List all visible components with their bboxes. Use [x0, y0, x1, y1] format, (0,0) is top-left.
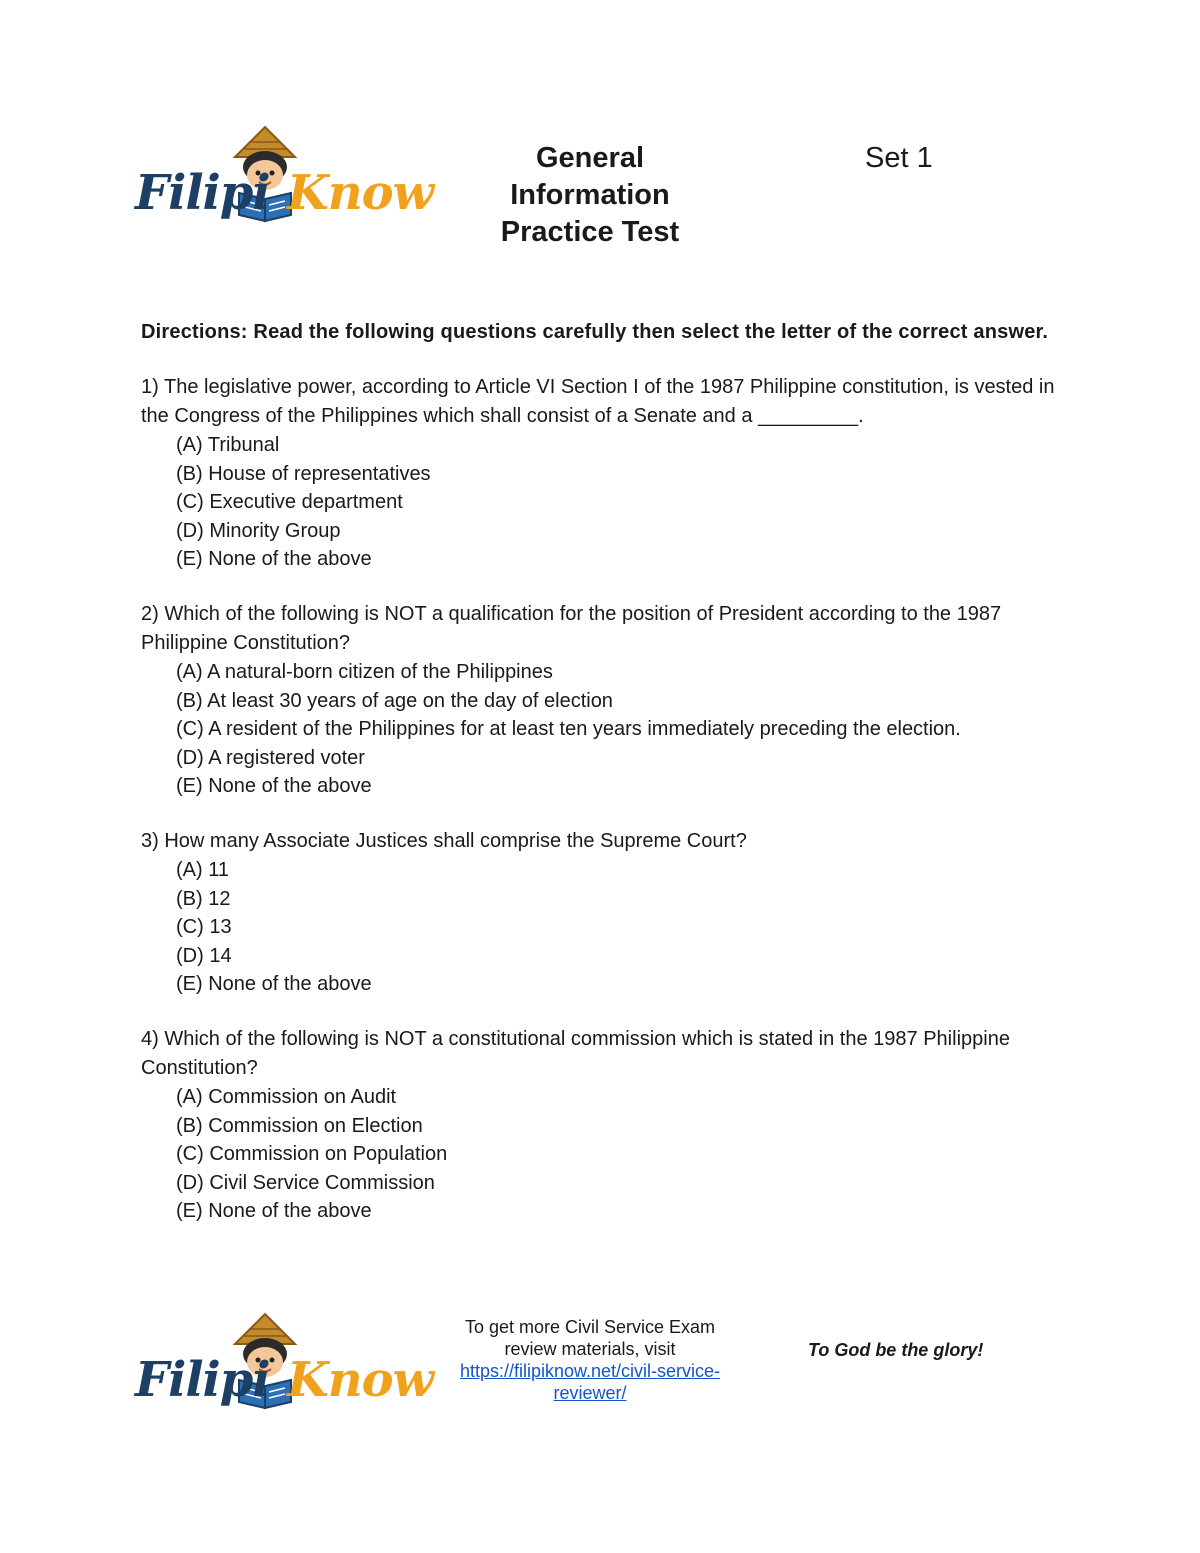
question-text: 2) Which of the following is NOT a qualification for the position of President according to the 1987 Philippine Constitution?: [141, 602, 1002, 654]
footer-promo: [430, 1316, 750, 1404]
option-b: (B) Commission on Election: [176, 1114, 423, 1137]
title-line-3: Practice Test: [500, 216, 680, 248]
option-a: (A) Tribunal: [176, 434, 280, 456]
reviewer-link-line-2: reviewer/: [553, 1383, 627, 1403]
answer-options: [141, 1083, 1071, 1226]
option-c: (C) Commission on Population: [176, 1143, 448, 1166]
option-e: (E) None of the above: [176, 1200, 372, 1223]
answer-options: [141, 658, 1071, 801]
document-title: [470, 140, 710, 251]
test-content: [141, 318, 1071, 1226]
question-1: [141, 373, 1071, 574]
option-e: (E) None of the above: [176, 548, 372, 571]
reviewer-link-line-1: https://filipiknow.net/civil-service-: [459, 1361, 721, 1381]
option-c: (C) A resident of the Philippines for at least ten years immediately preceding the election.: [176, 718, 961, 741]
title-line-1: General: [536, 142, 644, 174]
option-b: (B) At least 30 years of age on the day of election: [176, 689, 613, 712]
filipiknow-logo-bottom: [135, 1312, 433, 1422]
footer-line-1: To get more Civil Service Exam: [464, 1317, 716, 1337]
option-e: (E) None of the above: [176, 973, 372, 996]
option-d: (D) Civil Service Commission: [176, 1171, 435, 1194]
title-line-2: Information: [510, 179, 670, 211]
footer-motto: To God be the glory!: [808, 1340, 984, 1360]
option-b: (B) 12: [176, 887, 231, 910]
logo-word-filipi: Filipi: [135, 165, 270, 221]
option-e: (E) None of the above: [176, 775, 372, 798]
filipiknow-logo-top: [135, 125, 433, 235]
footer-line-2: review materials, visit: [504, 1339, 676, 1359]
option-c: (C) 13: [176, 916, 232, 939]
question-3: [141, 827, 1071, 999]
option-d: (D) 14: [176, 944, 232, 967]
logo-word-filipi: Filipi: [135, 1352, 270, 1408]
logo-word-know: Know: [287, 1352, 433, 1408]
question-text: 1) The legislative power, according to Article VI Section I of the 1987 Philippine constitution, is vested in the Congress of the Philippines which shall consist of a Senate and a _________.: [141, 376, 1055, 427]
question-4: [141, 1025, 1071, 1226]
option-a: (A) 11: [176, 858, 229, 881]
option-a: (A) Commission on Audit: [176, 1085, 397, 1108]
reviewer-link[interactable]: [430, 1360, 750, 1404]
option-a: (A) A natural-born citizen of the Philippines: [176, 660, 553, 683]
question-text: 3) How many Associate Justices shall comprise the Supreme Court?: [141, 829, 747, 852]
option-b: (B) House of representatives: [176, 462, 431, 485]
logo-word-know: Know: [287, 165, 433, 221]
set-label: Set 1: [865, 142, 933, 174]
answer-options: [141, 856, 1071, 999]
question-2: [141, 600, 1071, 801]
option-d: (D) Minority Group: [176, 519, 341, 542]
question-text: 4) Which of the following is NOT a constitutional commission which is stated in the 1987 Philippine Constitution?: [141, 1027, 1010, 1079]
option-c: (C) Executive department: [176, 491, 403, 514]
option-d: (D) A registered voter: [176, 746, 365, 769]
answer-options: [141, 431, 1071, 574]
directions-text: Directions: Read the following questions carefully then select the letter of the correct answer.: [141, 321, 1049, 343]
